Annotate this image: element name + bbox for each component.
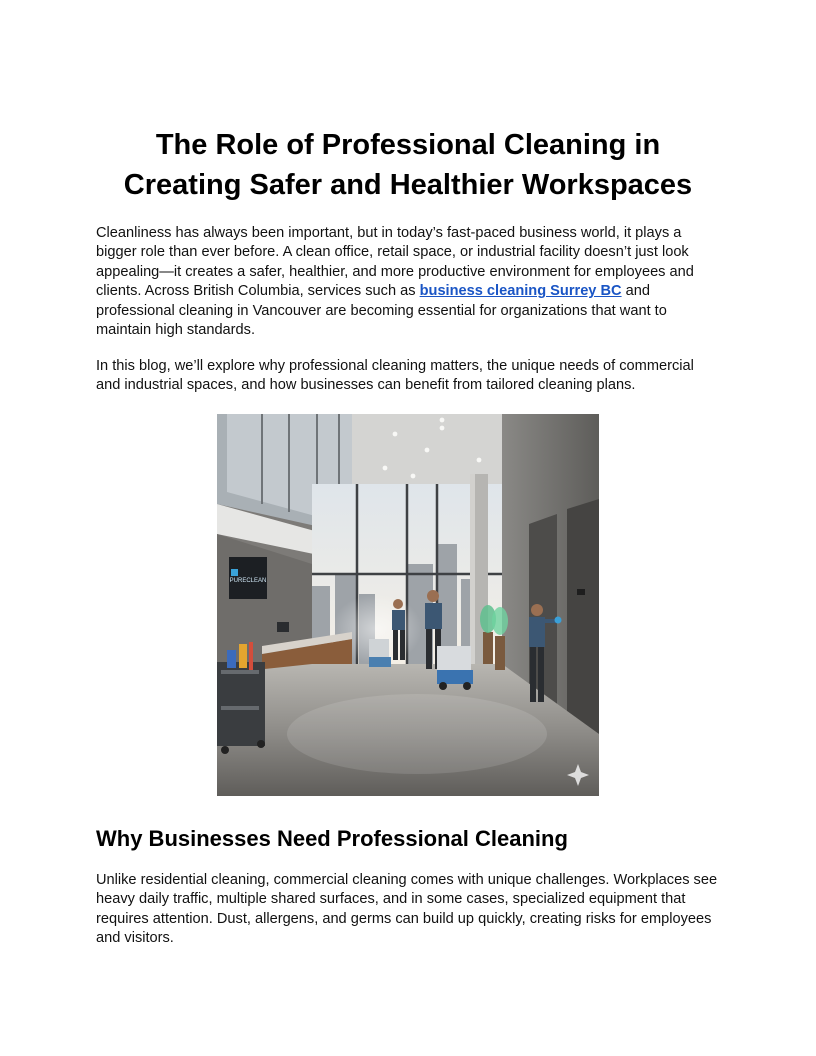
business-cleaning-link[interactable]: business cleaning Surrey BC xyxy=(419,283,622,300)
office-cleaning-photo xyxy=(217,414,599,796)
blog-overview-paragraph: In this blog, we’ll explore why professional cleaning matters, the unique needs of commercial and industrial spaces, and how businesses can benefit from tailored cleaning plans. xyxy=(96,358,694,394)
title-line-2: Creating Safer and Healthier Workspaces xyxy=(123,169,693,201)
title-line-1: The Role of Professional Cleaning in xyxy=(155,129,661,161)
page-title xyxy=(96,125,720,205)
section-heading: Why Businesses Need Professional Cleaning xyxy=(96,826,568,851)
intro-text-after-link: and professional cleaning in Vancouver are becoming essential for organizations that want to maintain high standards. xyxy=(96,283,667,339)
intro-text-before-link: Cleanliness has always been important, but in today’s fast-paced business world, it plays a bigger role than ever before. A clean office, retail space, or industrial facility doesn’t just look appealing—it creates a safer, healthier, and more productive environment for employees and clients. Across British Columbia, services such as xyxy=(96,225,694,300)
intro-paragraph xyxy=(96,224,720,340)
lobby-screen-sign: PURECLEAN xyxy=(229,578,267,584)
section-paragraph: Unlike residential cleaning, commercial cleaning comes with unique challenges. Workplaces see heavy daily traffic, multiple shared surfaces, and in some cases, specialized equipment that requires attention. Dust, allergens, and germs can build up quickly, creating risks for employees and visitors. xyxy=(96,872,718,947)
